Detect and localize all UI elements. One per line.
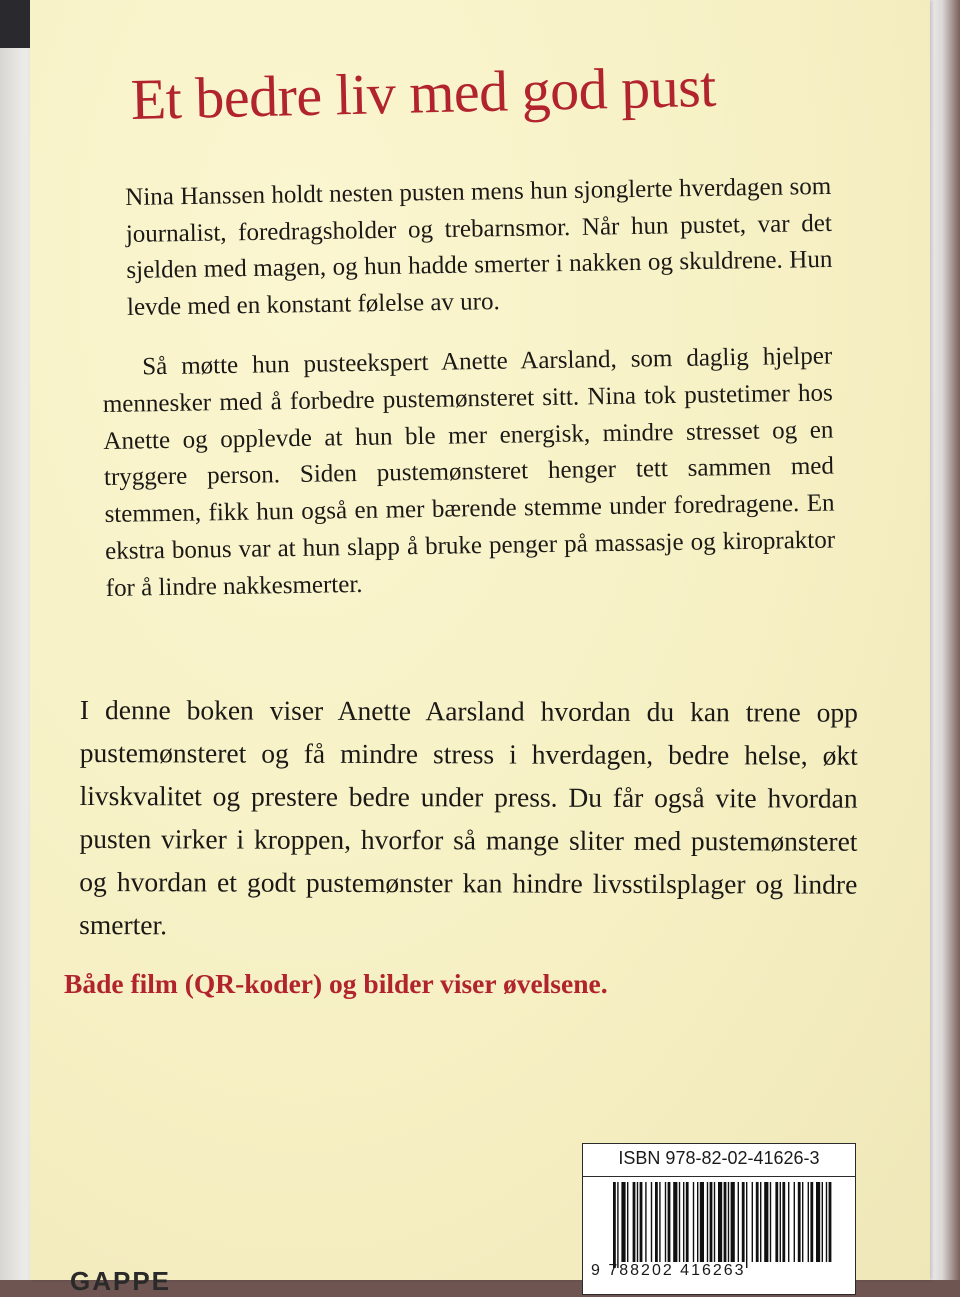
isbn-barcode-block [582,1143,856,1295]
barcode-bar [764,1182,768,1262]
barcode-bar [756,1182,759,1262]
publisher-name-fragment: GAPPE [70,1266,172,1296]
barcode-bar [775,1182,778,1262]
barcode-bar [752,1182,753,1262]
barcode-bar [665,1182,666,1262]
barcode-bar [686,1182,689,1262]
barcode-bar [621,1182,625,1262]
barcode-bar [810,1182,813,1262]
barcode-bar [637,1182,638,1262]
barcode-bar [816,1182,820,1262]
barcode-bar [808,1182,809,1262]
barcode-bar [746,1182,747,1268]
barcode-bar [731,1182,735,1262]
barcode-bar [724,1182,727,1262]
blurb-paragraph-1: Nina Hanssen holdt nesten pusten mens hun sjonglerte hverdagen som journalist, foredragsholder og trebarnsmor. Når hun pustet, var det sjelden med magen, og hun hadde smerter i nakken og skuldrene. Hun levde med en konstant følelse av uro. [125,172,833,321]
barcode-bar [651,1182,652,1262]
blurb-paragraph-2: Så møtte hun pusteekspert Anette Aarsland, som daglig hjelper mennesker med å forbedre pustemønsteret sitt. Nina tok pustetimer hos Anette og opplevde at hun ble mer energisk, mindre stresset og en tryggere person. Siden pustemønsteret henger tett sammen med stemmen, fikk hun også en mer bærende stemme under foredragene. En ekstra bonus var at hun slapp å bruke penger på massasje og kiropraktor for å lindre nakkesmerter. [102,342,836,602]
barcode-bar [788,1182,789,1262]
cover-title: Et bedre liv med god pust [130,53,717,132]
barcode-bar [728,1182,729,1262]
publisher-logo-fragment [70,1266,190,1296]
barcode-bar [640,1182,643,1262]
barcode-bar [798,1182,801,1262]
barcode-bar [697,1182,698,1262]
barcode-bar [679,1182,680,1262]
book-back-cover [30,0,930,1296]
barcode-bar [802,1182,803,1262]
barcode-bar [829,1182,832,1262]
barcode-bar [668,1182,671,1262]
highlight-note: Både film (QR-koder) og bilder viser øvelsene. [64,968,608,999]
barcode-bar [700,1182,704,1262]
barcode-bar [659,1182,660,1262]
barcode-bar [613,1182,616,1268]
barcode-bar [738,1182,739,1262]
isbn-divider [583,1176,855,1177]
barcode-bar [742,1182,745,1262]
barcode-bar [782,1182,785,1262]
barcode-bar [780,1182,781,1262]
barcode-bar [710,1182,713,1262]
barcode-bar [822,1182,823,1262]
barcode-bar [617,1182,618,1268]
barcode-bar [627,1182,628,1262]
isbn-label: ISBN 978-82-02-41626-3 [618,1148,820,1168]
barcode-bar [683,1182,684,1262]
barcode-icon [611,1182,831,1268]
blurb-paragraph-3: I denne boken viser Anette Aarsland hvordan du kan trene opp pustemønsteret og få mindre stress i hverdagen, bedre helse, økt livskvalitet og prestere bedre under press. Du får også vite hvordan pusten virker i kroppen, hvorfor så mange sliter med pustemønsteret og hvordan et godt pustemønster kan hindre livsstilsplager og lindre smerter. [79,693,858,941]
barcode-bar [770,1182,771,1262]
barcode-bar [633,1182,636,1262]
barcode-bar [707,1182,708,1262]
barcode-bar [693,1182,694,1262]
barcode-bar [718,1182,722,1262]
barcode-digits: 9 788202 416263 [591,1262,746,1279]
barcode-bar [714,1182,715,1262]
barcode-bar [655,1182,658,1262]
barcode-bar [673,1182,677,1262]
barcode-bar [645,1182,646,1262]
barcode-bar [794,1182,795,1262]
barcode-bar [826,1182,827,1262]
barcode-bar [760,1182,761,1262]
